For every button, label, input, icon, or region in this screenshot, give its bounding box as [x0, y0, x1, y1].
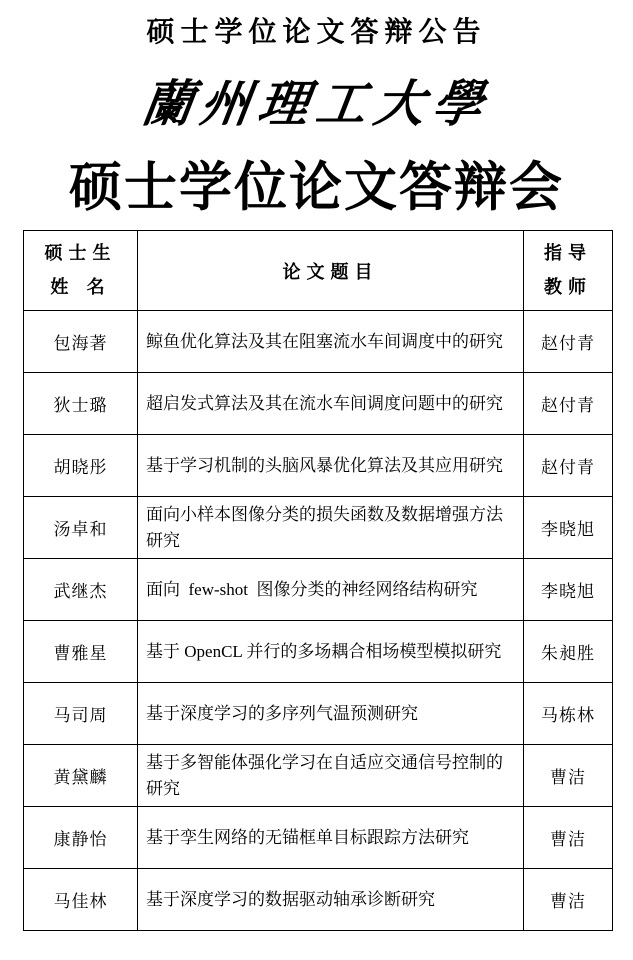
thesis-title: 基于孪生网络的无锚框单目标跟踪方法研究	[138, 807, 524, 869]
student-name: 马佳林	[24, 869, 138, 931]
advisor-name: 曹洁	[524, 869, 613, 931]
advisor-name: 曹洁	[524, 807, 613, 869]
table-row	[24, 559, 613, 621]
table-row	[24, 621, 613, 683]
student-name: 狄士璐	[24, 373, 138, 435]
header-thesis-title	[138, 231, 524, 311]
student-name: 马司周	[24, 683, 138, 745]
header-advisor-line1: 指导	[544, 242, 592, 264]
table-row	[24, 373, 613, 435]
table-header-row	[24, 231, 613, 311]
student-name: 黄黛麟	[24, 745, 138, 807]
advisor-name: 赵付青	[524, 311, 613, 373]
student-name: 曹雅星	[24, 621, 138, 683]
thesis-title: 基于 OpenCL 并行的多场耦合相场模型模拟研究	[138, 621, 524, 683]
thesis-title: 鲸鱼优化算法及其在阻塞流水车间调度中的研究	[138, 311, 524, 373]
advisor-name: 李晓旭	[524, 559, 613, 621]
header-student-name	[24, 231, 138, 311]
advisor-name: 马栋林	[524, 683, 613, 745]
table-row	[24, 435, 613, 497]
defense-table	[23, 230, 613, 931]
advisor-name: 赵付青	[524, 373, 613, 435]
table-row	[24, 497, 613, 559]
advisor-name: 李晓旭	[524, 497, 613, 559]
event-title: 硕士学位论文答辩会	[69, 157, 564, 218]
thesis-title: 基于学习机制的头脑风暴优化算法及其应用研究	[138, 435, 524, 497]
university-logo: 蘭州理工大學	[138, 74, 495, 133]
advisor-name: 赵付青	[524, 435, 613, 497]
thesis-title: 面向 few-shot 图像分类的神经网络结构研究	[138, 559, 524, 621]
thesis-title: 基于深度学习的多序列气温预测研究	[138, 683, 524, 745]
header-student-line2: 姓 名	[50, 276, 111, 298]
thesis-title: 基于深度学习的数据驱动轴承诊断研究	[138, 869, 524, 931]
notice-title: 硕士学位论文答辩公告	[146, 15, 487, 48]
student-name: 武继杰	[24, 559, 138, 621]
header-student-line1: 硕士生	[44, 242, 117, 264]
table-row	[24, 745, 613, 807]
student-name: 康静怡	[24, 807, 138, 869]
student-name: 胡晓彤	[24, 435, 138, 497]
advisor-name: 曹洁	[524, 745, 613, 807]
student-name: 包海著	[24, 311, 138, 373]
header-thesis-title-label: 论文题目	[282, 261, 379, 283]
student-name: 汤卓和	[24, 497, 138, 559]
table-row	[24, 683, 613, 745]
thesis-title: 面向小样本图像分类的损失函数及数据增强方法研究	[138, 497, 524, 559]
table-row	[24, 311, 613, 373]
thesis-title: 基于多智能体强化学习在自适应交通信号控制的研究	[138, 745, 524, 807]
header-advisor-line2: 教师	[544, 276, 592, 298]
table-row	[24, 869, 613, 931]
table-row	[24, 807, 613, 869]
advisor-name: 朱昶胜	[524, 621, 613, 683]
header-advisor	[524, 231, 613, 311]
thesis-title: 超启发式算法及其在流水车间调度问题中的研究	[138, 373, 524, 435]
